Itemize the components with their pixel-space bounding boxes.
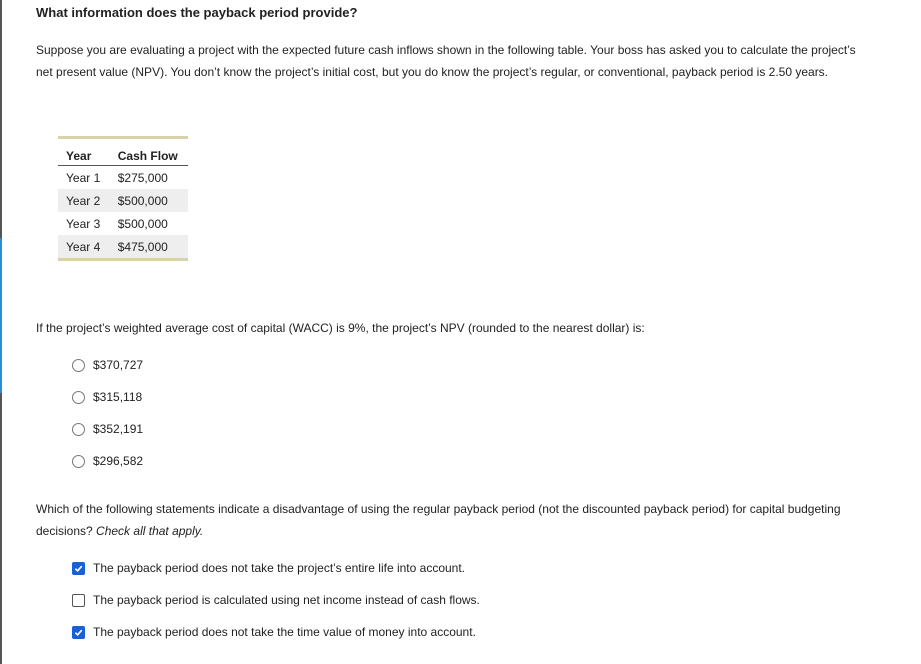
cell-cash-flow: $500,000 [117, 216, 168, 231]
disadvantage-instruction: Check all that apply. [96, 524, 204, 538]
npv-option-3[interactable] [72, 422, 143, 436]
table-header-row [58, 138, 188, 166]
radio-button[interactable] [72, 359, 85, 372]
npv-prompt: If the project’s weighted average cost of capital (WACC) is 9%, the project’s NPV (rounded to the nearest dollar) is: [36, 321, 645, 335]
option-label: $315,118 [93, 390, 143, 404]
intro-paragraph: Suppose you are evaluating a project with the expected future cash inflows shown in the following table. Your boss has asked you to calculate the project’s net present value (NPV). You don’t know the project’s initial cost, but you do know the project’s regular, or conventional, payback period is 2.50 years. [36, 43, 856, 79]
table-row [58, 235, 188, 260]
option-label: The payback period does not take the project’s entire life into account. [93, 561, 466, 575]
option-label: $296,582 [93, 454, 144, 468]
header-year: Year [58, 138, 110, 166]
option-label: The payback period is calculated using net income instead of cash flows. [93, 593, 480, 607]
cell-cash-flow: $500,000 [110, 189, 188, 212]
radio-button[interactable] [72, 423, 85, 436]
npv-option-1[interactable] [72, 358, 143, 372]
table-row [58, 166, 188, 190]
option-label: $370,727 [93, 358, 144, 372]
npv-option-2[interactable] [72, 390, 142, 404]
npv-option-4[interactable] [72, 454, 143, 468]
disadvantage-option-3[interactable] [72, 625, 476, 639]
cell-year: Year 1 [66, 170, 101, 185]
table-row [58, 212, 188, 235]
option-label: The payback period does not take the time value of money into account. [93, 625, 476, 639]
disadvantage-prompt-text: Which of the following statements indicate a disadvantage of using the regular payback period (not the discounted payback period) for capital budgeting decisions? [36, 502, 841, 538]
cell-year: Year 2 [58, 189, 110, 212]
cell-cash-flow: $275,000 [117, 170, 168, 185]
cash-flow-table [58, 136, 188, 261]
checkbox-checked[interactable] [72, 562, 85, 575]
checkbox-unchecked[interactable] [72, 594, 85, 607]
table-row [58, 189, 188, 212]
header-cash-flow: Cash Flow [110, 138, 188, 166]
option-label: $352,191 [93, 422, 144, 436]
question-title: What information does the payback period provide? [36, 5, 358, 20]
cell-year: Year 4 [58, 235, 110, 260]
cell-cash-flow: $475,000 [110, 235, 188, 260]
checkmark-icon [74, 628, 83, 637]
cell-year: Year 3 [66, 216, 101, 231]
checkbox-checked[interactable] [72, 626, 85, 639]
checkmark-icon [74, 564, 83, 573]
left-accent-bar [0, 238, 2, 393]
radio-button[interactable] [72, 391, 85, 404]
radio-button[interactable] [72, 455, 85, 468]
disadvantage-option-2[interactable] [72, 593, 480, 607]
disadvantage-option-1[interactable] [72, 561, 465, 575]
disadvantage-prompt [36, 498, 856, 542]
